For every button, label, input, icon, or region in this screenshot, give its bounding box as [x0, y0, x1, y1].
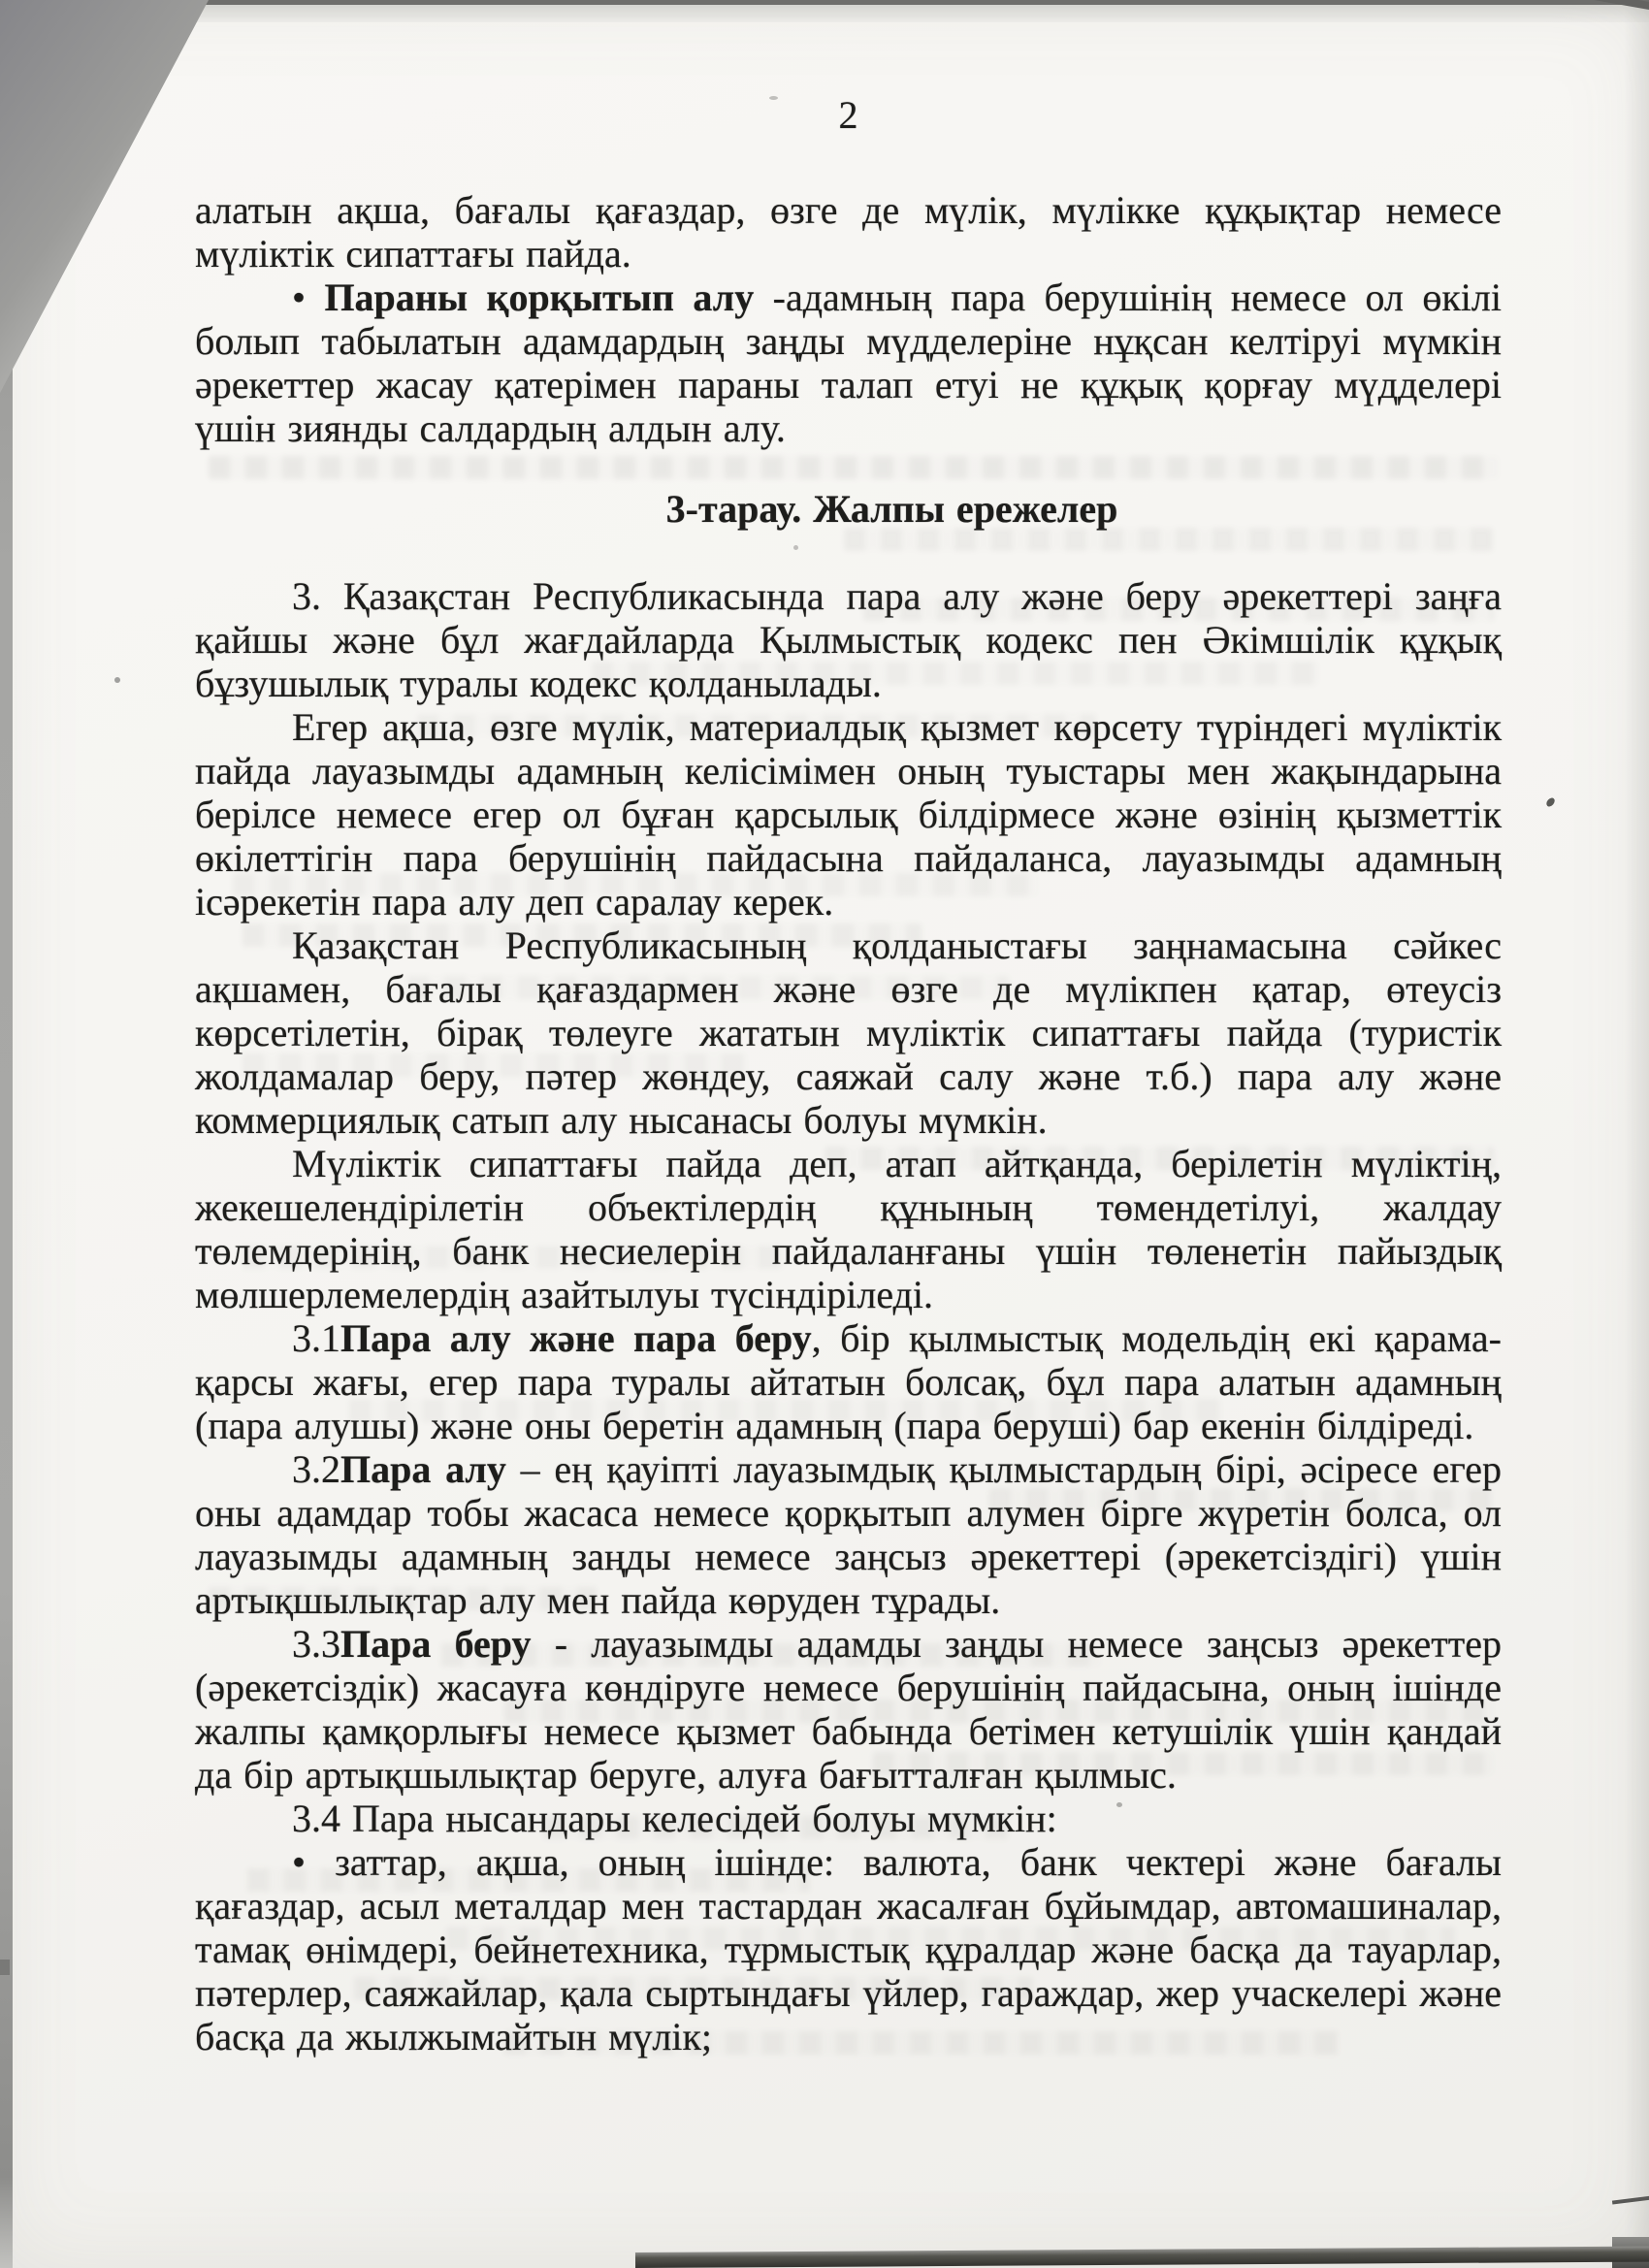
bullet-paragraph — [195, 275, 1502, 450]
paragraph — [195, 1622, 1502, 1797]
left-edge-notch — [0, 1960, 10, 1975]
text-run: Қазақстан Республикасының қолданыстағы заңнамасына сәйкес ақшамен, бағалы қағаздармен және өзге де мүлікпен қатар, өтеусіз көрсетілетін, бірақ төлеуге жататын мүліктік сипаттағы пайда (туристік жолдамалар беру, пәтер жөндеу, саяжай салу және т.б.) пара алу және коммерциялық сатып алу нысанасы болуы мүмкін. — [195, 923, 1502, 1142]
folded-corner-shadow — [0, 0, 209, 393]
text-run: Егер ақша, өзге мүлік, материалдық қызмет көрсету түріндегі мүліктік пайда лауазымды адамның келісімімен оның туыстары мен жақындарына берілсе немесе егер ол бұған қарсылық білдірмесе және өзінің қызметтік өкілеттігін пара берушінің пайдасына пайдаланса, лауазымды адамның ісәрекетін пара алу деп саралау керек. — [195, 705, 1502, 923]
scanner-top-edge-line — [0, 0, 1649, 5]
text-run: 3. Қазақстан Республикасында пара алу және беру әрекеттері заңға қайшы және бұл жағдайларда Қылмыстық кодекс пен Әкімшілік құқық бұзушылық туралы кодекс қолданылады. — [195, 574, 1502, 705]
ink-speck — [1545, 796, 1557, 808]
text-run: 3.4 Пара нысандары келесідей болуы мүмкін: — [292, 1797, 1057, 1840]
document-body — [195, 188, 1502, 2058]
paragraph — [195, 705, 1502, 923]
paragraph — [195, 1797, 1502, 1840]
page-top-edge-band — [0, 5, 1649, 22]
paragraph — [195, 1142, 1502, 1316]
ink-speck — [114, 677, 120, 683]
paragraph — [195, 1447, 1502, 1622]
page-bottom-edge-shadow — [635, 2247, 1649, 2268]
text-run: 3.3 — [292, 1622, 340, 1666]
text-run: Пара беру — [340, 1622, 532, 1666]
chapter-heading: 3-тарау. Жалпы ережелер — [665, 487, 1118, 531]
text-run: алатын ақша, бағалы қағаздар, өзге де мүлік, мүлікке құқықтар немесе мүліктік сипаттағы пайда. — [195, 188, 1502, 275]
text-run: , бір қылмыстық модельдің екі қарама-қарсы жағы, егер пара туралы айтатын болсақ, бұл пара алатын адамның (пара алушы) және оны беретін адамның (пара беруші) бар екенін білдіреді. — [195, 1316, 1502, 1447]
paragraph — [195, 1316, 1502, 1447]
text-run: • заттар, ақша, оның ішінде: валюта, банк чектері және бағалы қағаздар, асыл металдар мен тастардан жасалған бұйымдар, автомашиналар, тамақ өнімдері, бейнетехника, тұрмыстық құралдар және басқа да тауарлар, пәтерлер, саяжайлар, қала сыртындағы үйлер, гараждар, жер учаскелері және басқа да жылжымайтын мүлік; — [195, 1840, 1502, 2058]
paragraph — [195, 188, 1502, 275]
paragraph — [195, 574, 1502, 705]
text-run: Пара алу — [340, 1447, 506, 1491]
text-run: 3.1 — [292, 1316, 340, 1360]
text-run: 3.2 — [292, 1447, 340, 1491]
paragraph — [195, 923, 1502, 1142]
text-run: – ең қауіпті лауазымдық қылмыстардың бірі, әсіресе егер оны адамдар тобы жасаса немесе қорқытып алумен бірге жүретін болса, ол лауазымды адамның заңды немесе заңсыз әрекеттері (әрекетсіздігі) үшін артықшылықтар алу мен пайда көруден тұрады. — [195, 1447, 1502, 1622]
text-run: - лауазымды адамды заңды немесе заңсыз әрекеттер (әрекетсіздік) жасауға көндіруге немесе берушінің пайдасына, оның ішінде жалпы қамқорлығы немесе қызмет бабында бетімен кетушілік үшін қандай да бір артықшылықтар беруге, алуға бағытталған қылмыс. — [195, 1622, 1502, 1797]
bullet-paragraph — [195, 1840, 1502, 2058]
text-run: Мүліктік сипаттағы пайда деп, атап айтқанда, берілетін мүліктің, жекешелендірілетін объектілердің құнының төмендетілуі, жалдау төлемдерінің, банк несиелерін пайдаланғаны үшін төленетін пайыздық мөлшерлемелердің азайтылуы түсіндіріледі. — [195, 1142, 1502, 1316]
text-run: • — [292, 275, 325, 319]
page-number: 2 — [838, 93, 858, 137]
text-run: Пара алу және пара беру — [340, 1316, 812, 1360]
right-edge-shading — [1624, 0, 1649, 2268]
text-run: -адамның пара берушінің немесе ол өкілі болып табылатын адамдардың заңды мүдделеріне нұқсан келтіруі мүмкін әрекеттер жасау қатерімен параны талап етуі не құқық қорғау мүдделері үшін зиянды салдардың алдын алу. — [195, 275, 1502, 450]
text-run: Параны қорқытып алу — [324, 275, 773, 319]
